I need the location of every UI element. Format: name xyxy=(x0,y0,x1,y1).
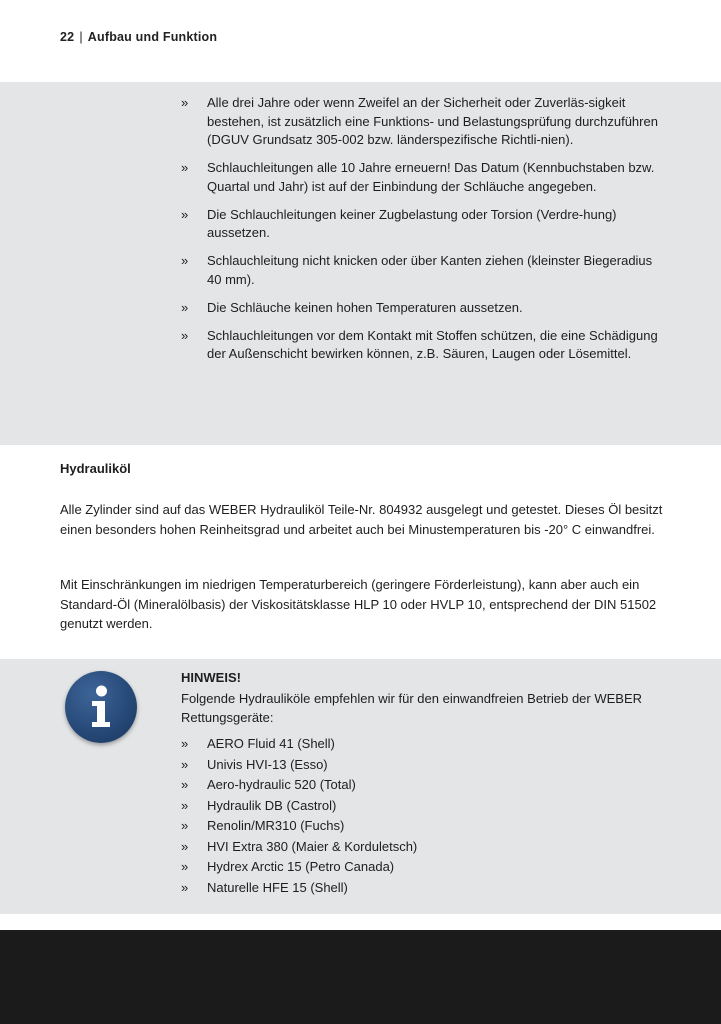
list-item xyxy=(181,94,661,150)
list-item-text: Schlauchleitung nicht knicken oder über Kanten ziehen (kleinster Biegeradius 40 mm). xyxy=(207,253,653,287)
bullet-marker: » xyxy=(181,253,189,268)
bullet-marker: » xyxy=(181,879,189,895)
list-item xyxy=(181,327,661,364)
list-item-text: Alle drei Jahre oder wenn Zweifel an der Sicherheit oder Zuverläs-sigkeit bestehen, ist zusätzlich eine Funktions- und Belastungsprüfung durchzuführen (DGUV Grundsatz 305-002 bzw. länderspezifische Richtli-nien). xyxy=(207,95,658,147)
oil-name: AERO Fluid 41 (Shell) xyxy=(207,736,335,751)
hint-title: HINWEIS! xyxy=(181,670,241,685)
bullet-marker: » xyxy=(181,838,189,854)
info-icon xyxy=(65,671,137,743)
bullet-marker: » xyxy=(181,818,189,833)
footer-bar xyxy=(0,930,721,1024)
maintenance-bullet-list xyxy=(181,94,661,373)
bullet-marker: » xyxy=(181,299,189,315)
bullet-marker: » xyxy=(181,206,189,222)
bullet-marker: » xyxy=(181,797,189,813)
section-title-hydraulic-oil: Hydrauliköl xyxy=(60,461,131,476)
list-item xyxy=(181,755,417,776)
oil-name: Renolin/MR310 (Fuchs) xyxy=(207,818,345,833)
bullet-marker: » xyxy=(181,777,189,792)
section-name: Aufbau und Funktion xyxy=(87,30,218,44)
oil-name: Aero-hydraulic 520 (Total) xyxy=(207,777,356,792)
oil-name: HVI Extra 380 (Maier & Korduletsch) xyxy=(207,838,418,854)
bullet-marker: » xyxy=(181,160,189,175)
list-item-text: Die Schlauchleitungen keiner Zugbelastung oder Torsion (Verdre-hung) aussetzen. xyxy=(207,206,617,240)
list-item xyxy=(181,252,661,289)
paragraph-oil-alternatives: Mit Einschränkungen im niedrigen Temperaturbereich (geringere Förderleistung), kann aber auch ein Standard-Öl (Mineralölbasis) der Viskositätsklasse HLP 10 oder HVLP 10, entsprechend der DIN 51502 genutzt werden. xyxy=(60,577,657,631)
oil-name: Hydrex Arctic 15 (Petro Canada) xyxy=(207,859,395,874)
paragraph-oil-spec: Alle Zylinder sind auf das WEBER Hydrauliköl Teile-Nr. 804932 ausgelegt und getestet. Dieses Öl besitzt einen besonders hohen Reinheitsgrad und arbeitet auch bei Minustemperaturen bis -20° C einwandfrei. xyxy=(60,502,663,537)
list-item xyxy=(181,816,417,837)
list-item xyxy=(181,857,417,878)
page-number: 22 xyxy=(60,30,75,44)
list-item xyxy=(181,159,661,196)
bullet-marker: » xyxy=(181,95,189,110)
hint-text: Folgende Hydrauliköle empfehlen wir für den einwandfreien Betrieb der WEBER Rettungsgeräte: xyxy=(181,691,643,725)
list-item xyxy=(181,796,417,817)
list-item xyxy=(181,206,661,243)
bullet-marker: » xyxy=(181,756,189,772)
list-item xyxy=(181,837,417,858)
bullet-marker: » xyxy=(181,859,189,874)
list-item-text: Schlauchleitungen vor dem Kontakt mit Stoffen schützen, die eine Schädigung der Außenschicht bewirken können, z.B. Säuren, Laugen oder Lösemittel. xyxy=(207,327,658,361)
recommended-oils-list xyxy=(181,734,417,898)
list-item xyxy=(181,878,417,899)
bullet-marker: » xyxy=(181,736,189,751)
list-item xyxy=(181,299,661,318)
oil-name: Naturelle HFE 15 (Shell) xyxy=(207,879,348,895)
list-item-text: Die Schläuche keinen hohen Temperaturen aussetzen. xyxy=(207,299,523,315)
header-separator: | xyxy=(79,30,83,44)
list-item xyxy=(181,775,417,796)
bullet-marker: » xyxy=(181,327,189,343)
page-header xyxy=(60,30,217,44)
list-item xyxy=(181,734,417,755)
oil-name: Univis HVI-13 (Esso) xyxy=(207,756,328,772)
oil-name: Hydraulik DB (Castrol) xyxy=(207,797,337,813)
list-item-text: Schlauchleitungen alle 10 Jahre erneuern! Das Datum (Kennbuchstaben bzw. Quartal und Jahr) ist auf der Einbindung der Schläuche angegeben. xyxy=(207,160,655,194)
